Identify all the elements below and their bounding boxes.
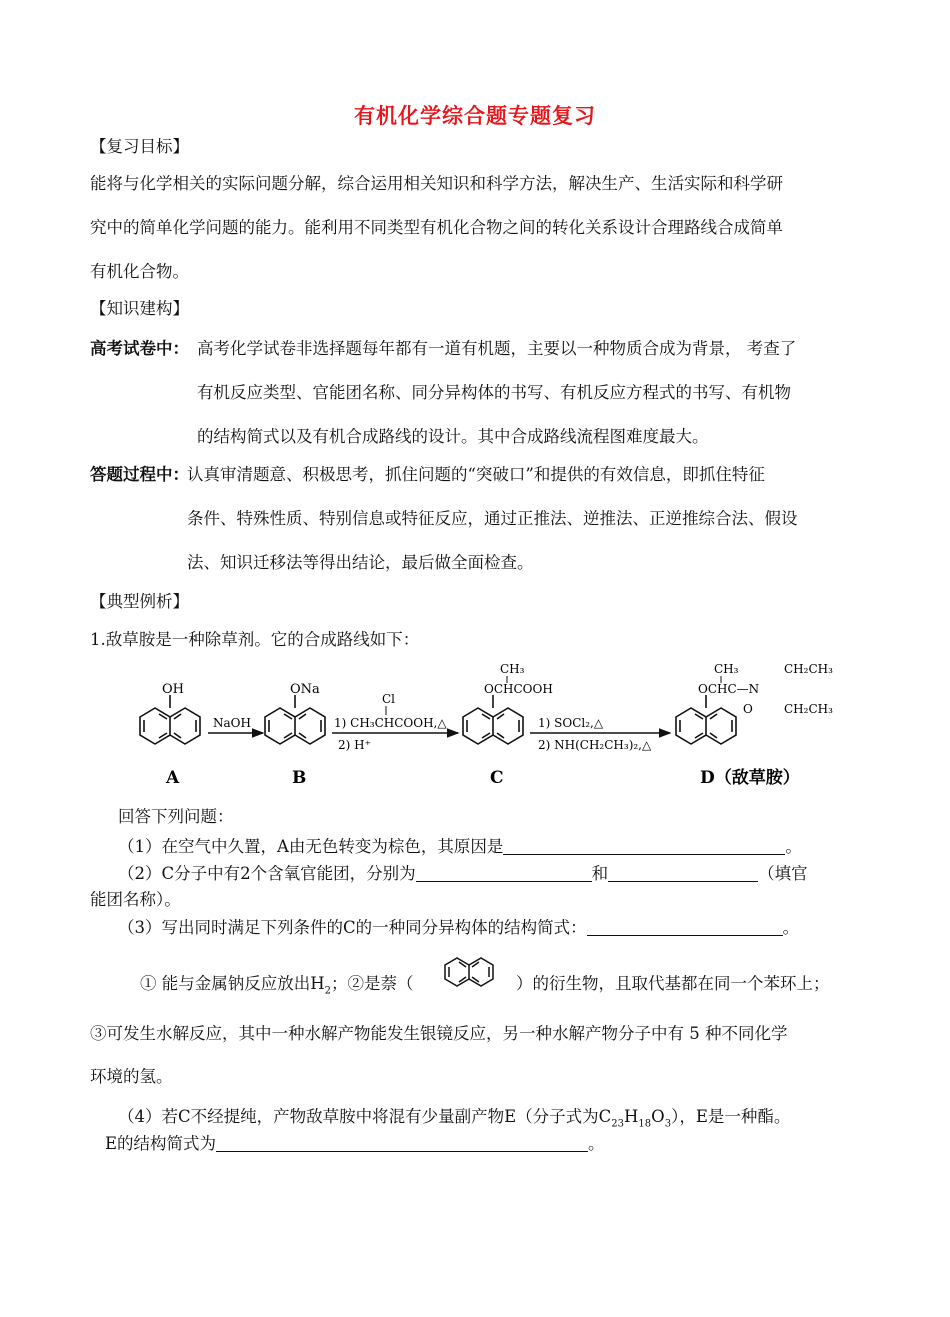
exam-line-3: 的结构简式以及有机合成路线的设计。其中合成路线流程图难度最大。 [197,427,709,446]
question-2-cont: 能团名称）。 [90,890,181,909]
exam-line-2: 有机反应类型、官能团名称、同分异构体的书写、有机反应方程式的书写、有机物 [197,383,791,402]
goal-line-1: 能将与化学相关的实际问题分解，综合运用相关知识和科学方法，解决生产、生活实际和科学研 [90,174,783,193]
compound-b-ona: ONa [290,682,320,697]
reagent-2-top: 1) CH₃CHCOOH,△ [334,716,447,730]
compound-d-ethyl-2: CH₂CH₃ [784,702,833,716]
compound-d-chain: OCHC—N [698,682,760,696]
answer-line-1: 认真审清题意、积极思考，抓住问题的“突破口”和提供的有效信息，即抓住特征 [187,465,765,484]
answer-blank-1[interactable] [503,838,785,855]
answer-blank-4[interactable] [216,1135,588,1152]
exam-line-1: 高考化学试卷非选择题每年都有一道有机题，主要以一种物质合成为背景， 考查了 [197,339,797,358]
condition-1-2: ① 能与金属钠反应放出$H_2$；②是萘（ [140,974,414,997]
reagent-2-bottom: 2) H⁺ [338,738,371,752]
example-heading: 【典型例析】 [90,592,189,611]
goal-heading: 【复习目标】 [90,137,189,156]
reagent-3-top: 1) SOCl₂,△ [538,716,604,730]
question-1: （1）在空气中久置，A由无色转变为棕色，其原因是 。 [118,837,802,856]
compound-d-ch3: CH₃ [714,662,739,676]
goal-line-3: 有机化合物。 [90,262,189,281]
page-title: 有机化学综合题专题复习 [354,104,596,128]
questions-lead: 回答下列问题： [118,807,234,826]
question-3: （3）写出同时满足下列条件的C的一种同分异构体的结构简式： 。 [118,918,800,937]
compound-a-oh: OH [162,682,184,697]
compound-c-ch3: CH₃ [500,662,525,676]
naphthalene-structure [440,948,510,998]
compound-d-ethyl-1: CH₂CH₃ [784,662,833,676]
reagent-3-bottom: 2) NH(CH₂CH₃)₂,△ [538,738,652,752]
q1-intro: 1.敌草胺是一种除草剂。它的合成路线如下： [90,630,420,649]
answer-blank-2b[interactable] [608,865,758,882]
synthesis-scheme [120,655,840,790]
label-a: A [166,768,180,788]
goal-line-2: 究中的简单化学问题的能力。能利用不同类型有机化合物之间的转化关系设计合理路线合成简单 [90,218,783,237]
answer-blank-3[interactable] [587,919,783,936]
question-2: （2）C分子中有2个含氧官能团，分别为 和 （填官 [118,864,808,883]
label-c: C [490,768,504,788]
exam-label: 高考试卷中： [90,339,189,358]
question-4-answer: E的结构简式为 。 [105,1134,605,1153]
compound-d-carbonyl-o: O [743,702,753,716]
label-d: D（敌草胺） [700,768,800,788]
knowledge-heading: 【知识建构】 [90,299,189,318]
question-4: （4）若C不经提纯，产物敌草胺中将混有少量副产物E（分子式为$C_{23}H_{18}O_3$），E是一种酯。 [118,1107,791,1130]
answer-label: 答题过程中： [90,465,189,484]
compound-c-chain: OCHCOOH [484,682,553,696]
label-b: B [292,768,307,788]
compound-d [676,662,833,788]
condition-3-line-1: ③可发生水解反应，其中一种水解产物能发生银镜反应，另一种水解产物分子中有 5 种不同化学 [90,1024,788,1043]
compound-a [140,682,200,788]
reagent-1: NaOH [213,716,251,730]
compound-b [265,682,325,788]
answer-line-3: 法、知识迁移法等得出结论，最后做全面检查。 [187,553,534,572]
condition-3-line-2: 环境的氢。 [90,1067,173,1086]
reagent-2-cl: Cl [382,692,396,706]
condition-2-tail: ）的衍生物，且取代基都在同一个苯环上； [516,974,830,993]
answer-line-2: 条件、特殊性质、特别信息或特征反应，通过正推法、逆推法、正逆推综合法、假设 [187,509,798,528]
answer-blank-2a[interactable] [416,865,592,882]
